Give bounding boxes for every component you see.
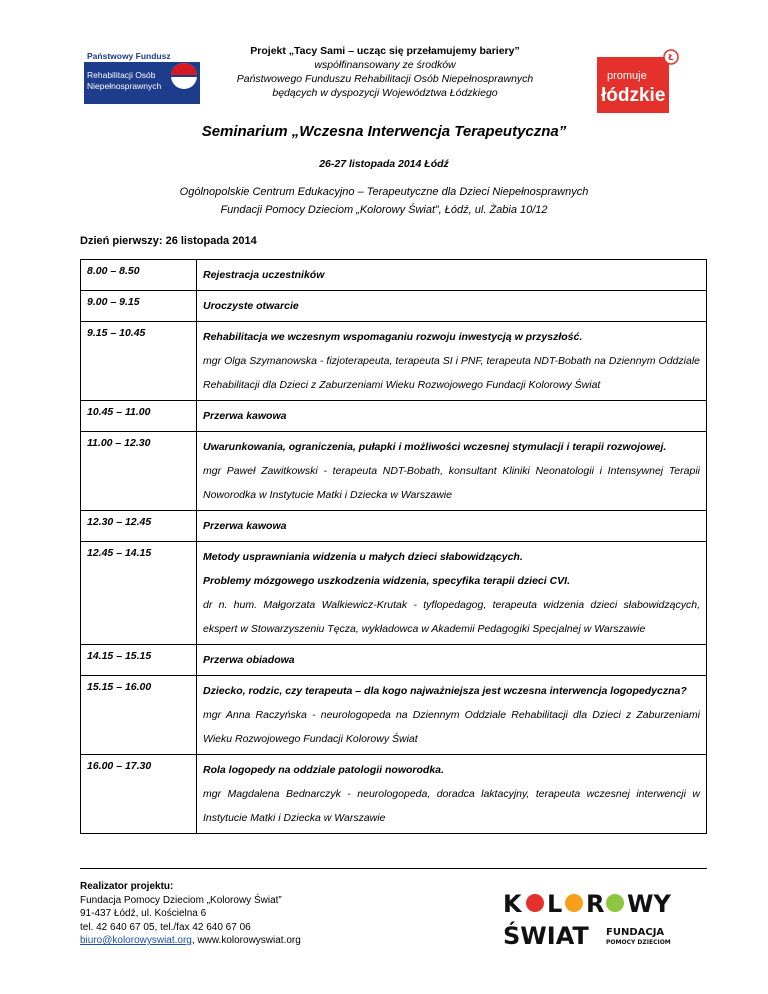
session-title: Przerwa kawowa — [203, 410, 287, 422]
session-title: Rejestracja uczestników — [203, 269, 325, 281]
schedule-table — [80, 259, 707, 834]
session-title: Uroczyste otwarcie — [203, 300, 299, 312]
venue-line: Fundacji Pomocy Dzieciom „Kolorowy Świat”, Łódź, ul. Żabia 10/12 — [220, 204, 548, 216]
email-link[interactable]: biuro@kolorowyswiat.org — [80, 935, 192, 946]
schedule-time: 9.15 – 10.45 — [81, 322, 197, 401]
schedule-row — [81, 432, 707, 511]
svg-text:Ł: Ł — [668, 53, 674, 62]
schedule-content — [197, 432, 707, 511]
session-title: Metody usprawniania widzenia u małych dzieci słabowidzących. — [203, 551, 523, 563]
session-title: Dziecko, rodzic, czy terapeuta – dla kogo najważniejsza jest wczesna interwencja logopedyczna? — [203, 685, 687, 697]
logo-letter-r: R — [586, 890, 605, 918]
session-title: Przerwa obiadowa — [203, 654, 295, 666]
schedule-time: 15.15 – 16.00 — [81, 676, 197, 755]
schedule-content — [197, 260, 707, 291]
schedule-row — [81, 755, 707, 834]
logo-dot-red — [526, 894, 544, 912]
schedule-row — [81, 401, 707, 432]
pfron-logo — [84, 48, 200, 104]
schedule-row — [81, 511, 707, 542]
schedule-content — [197, 511, 707, 542]
schedule-row — [81, 542, 707, 645]
seminar-date: 26-27 listopada 2014 Łódź — [319, 158, 449, 170]
session-speaker: mgr Magdalena Bednarczyk - neurologopeda, doradca laktacyjny, terapeuta wczesnej interwencji w Instytucie Matki i Dziecka w Warszawie — [203, 788, 700, 824]
lodzkie-logo-line1: promuje — [607, 70, 647, 82]
footer-heading: Realizator projektu: — [80, 881, 174, 892]
footer-contact — [80, 934, 301, 948]
schedule-time: 8.00 – 8.50 — [81, 260, 197, 291]
session-speaker: dr n. hum. Małgorzata Walkiewicz-Krutak - tyflopedagog, terapeuta widzenia dzieci słabowidzących, ekspert w Stowarzyszeniu Tęcza, wykładowca w Akademii Pedagogiki Specjalnej w Warszawie — [203, 599, 700, 635]
pfron-logo-line1: Państwowy Fundusz — [87, 51, 171, 61]
logo-swiat: ŚWIAT — [503, 922, 589, 950]
schedule-row — [81, 676, 707, 755]
venue-line: Ogólnopolskie Centrum Edukacyjno – Terapeutyczne dla Dzieci Niepełnosprawnych — [179, 186, 589, 198]
footer-phones: tel. 42 640 67 05, tel./fax 42 640 67 06 — [80, 921, 251, 933]
schedule-row — [81, 291, 707, 322]
session-speaker: mgr Anna Raczyńska - neurologopeda na Dziennym Oddziale Rehabilitacji dla Dzieci z Zaburzeniami Wieku Rozwojowego Fundacji Kolorowy Świat — [203, 709, 700, 745]
session-title: Uwarunkowania, ograniczenia, pułapki i możliwości wczesnej stymulacji i terapii rozwojowej. — [203, 441, 667, 453]
schedule-content — [197, 645, 707, 676]
logo-pomocy: POMOCY DZIECIOM — [606, 939, 671, 946]
schedule-content — [197, 542, 707, 645]
schedule-row — [81, 645, 707, 676]
schedule-time: 16.00 – 17.30 — [81, 755, 197, 834]
schedule-row — [81, 260, 707, 291]
schedule-content — [197, 291, 707, 322]
footer-separator: , — [191, 935, 198, 946]
schedule-content — [197, 322, 707, 401]
project-header — [205, 44, 565, 100]
pfron-logo-line3: Niepełnosprawnych — [87, 81, 162, 91]
schedule-time: 12.45 – 14.15 — [81, 542, 197, 645]
session-title: Przerwa kawowa — [203, 520, 287, 532]
session-speaker: mgr Paweł Zawitkowski - terapeuta NDT-Bobath, konsultant Kliniki Neonatologii i Intensywnej Terapii Noworodka w Instytucie Matki i Dziecka w Warszawie — [203, 465, 700, 501]
session-subtitle: Problemy mózgowego uszkodzenia widzenia, specyfika terapii dzieci CVI. — [203, 575, 571, 587]
logo-letter-k: K — [503, 890, 522, 918]
day-label: Dzień pierwszy: 26 listopada 2014 — [80, 235, 257, 247]
cofinance-line: Państwowego Funduszu Rehabilitacji Osób Niepełnosprawnych — [236, 73, 534, 85]
schedule-content — [197, 755, 707, 834]
logo-dot-green — [606, 894, 624, 912]
lodzkie-logo-line2: łódzkie — [601, 85, 666, 106]
session-speaker: mgr Olga Szymanowska - fizjoterapeuta, terapeuta SI i PNF, terapeuta NDT-Bobath na Dziennym Oddziale Rehabilitacji dla Dzieci z Zaburzeniami Wieku Rozwojowego Fundacji Kolorowy Świat — [203, 355, 700, 391]
schedule-content — [197, 676, 707, 755]
venue — [0, 183, 768, 219]
footer — [80, 880, 301, 948]
session-title: Rehabilitacja we wczesnym wspomaganiu rozwoju inwestycją w przyszłość. — [203, 331, 583, 343]
cofinance-line: będących w dyspozycji Województwa Łódzkiego — [272, 87, 498, 99]
schedule-time: 10.45 – 11.00 — [81, 401, 197, 432]
footer-divider — [80, 868, 707, 869]
logo-letter-l: L — [547, 890, 563, 918]
project-title: Projekt „Tacy Sami – ucząc się przełamujemy bariery” — [250, 45, 520, 57]
schedule-time: 11.00 – 12.30 — [81, 432, 197, 511]
schedule-time: 14.15 – 15.15 — [81, 645, 197, 676]
schedule-time: 9.00 – 9.15 — [81, 291, 197, 322]
schedule-row — [81, 322, 707, 401]
logo-letters-wy: WY — [627, 890, 671, 918]
schedule-time: 12.30 – 12.45 — [81, 511, 197, 542]
footer-org: Fundacja Pomocy Dzieciom „Kolorowy Świat” — [80, 894, 282, 906]
website-text: www.kolorowyswiat.org — [197, 935, 301, 946]
pfron-logo-line2: Rehabilitacji Osób — [87, 70, 156, 80]
schedule-content — [197, 401, 707, 432]
logo-dot-orange — [565, 894, 583, 912]
footer-address: 91-437 Łódź, ul. Kościelna 6 — [80, 908, 207, 919]
promuje-lodzkie-logo — [597, 49, 679, 113]
logo-fundacja: FUNDACJA — [606, 927, 665, 938]
seminar-title: Seminarium „Wczesna Interwencja Terapeutyczna” — [201, 123, 567, 140]
session-title: Rola logopedy na oddziale patologii noworodka. — [203, 764, 444, 776]
kolorowy-swiat-logo — [503, 888, 683, 950]
cofinance-line: współfinansowany ze środków — [314, 59, 456, 71]
